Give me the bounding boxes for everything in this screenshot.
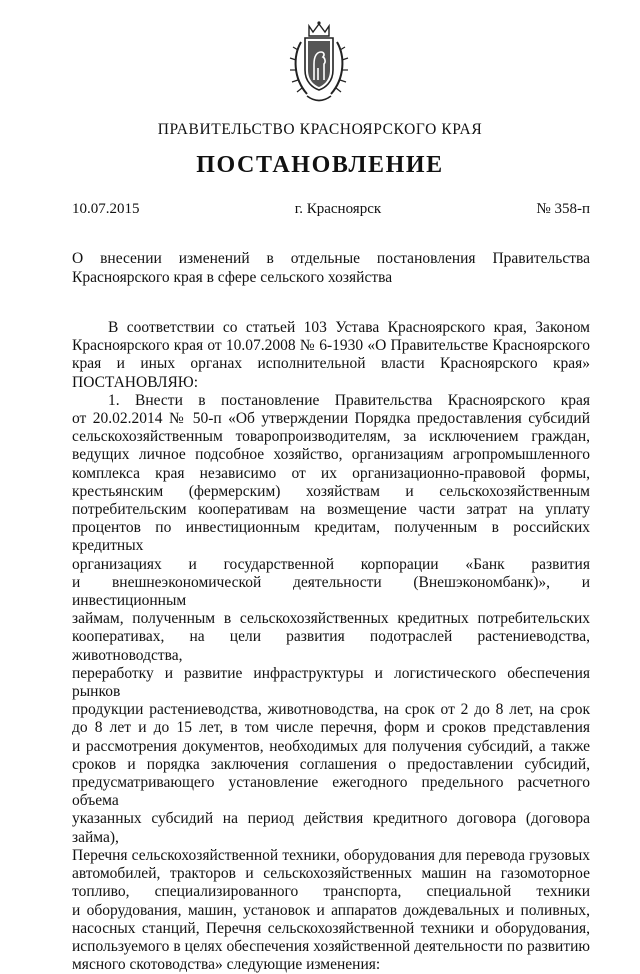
body-line: топливо, специализированного транспорта, специальной техники	[72, 883, 590, 901]
body-line: указанных субсидий на период действия кредитного договора (договора займа),	[72, 810, 590, 846]
document-body	[72, 319, 590, 974]
body-line: процентов по инвестиционным кредитам, полученным в российских кредитных	[72, 519, 590, 555]
body-line: предусматривающего установление ежегодного предельного расчетного объема	[72, 774, 590, 810]
body-line: организациях и государственной корпорации «Банк развития	[72, 555, 590, 573]
document-title: ПОСТАНОВЛЕНИЕ	[196, 152, 444, 178]
body-line: от 20.02.2014 № 50-п «Об утверждении Порядка предоставления субсидий	[72, 410, 590, 428]
subject-line: Красноярского края в сфере сельского хозяйства	[72, 269, 393, 286]
body-line: продукции растениеводства, животноводства, на срок от 2 до 8 лет, на срок	[72, 701, 590, 719]
body-line: Красноярского края от 10.07.2008 № 6-1930 «О Правительстве Красноярского	[72, 337, 590, 355]
government-name: ПРАВИТЕЛЬСТВО КРАСНОЯРСКОГО КРАЯ	[157, 121, 483, 138]
document-meta	[72, 201, 590, 218]
body-line: ПОСТАНОВЛЯЮ:	[72, 373, 199, 391]
body-line: кооперативах, на цели развития подотраслей растениеводства, животноводства,	[72, 628, 590, 664]
body-line: края и иных органах исполнительной власти Красноярского края»	[72, 355, 590, 373]
body-line: мясного скотоводства» следующие изменения:	[72, 956, 381, 974]
coat-of-arms-emblem	[287, 20, 351, 104]
document-subject	[72, 249, 590, 287]
body-line: насосных станций, Перечня сельскохозяйственной техники и оборудования,	[72, 919, 590, 937]
body-line: до 8 лет и до 15 лет, в том числе перечня, форм и сроков представления	[72, 719, 590, 737]
body-line: переработку и развитие инфраструктуры и логистического обеспечения рынков	[72, 664, 590, 701]
body-line: сроков и порядка заключения соглашения о предоставлении субсидий,	[72, 755, 590, 773]
body-line: Перечня сельскохозяйственной техники, оборудования для перевода грузовых	[72, 846, 590, 864]
body-line: 1. Внести в постановление Правительства Красноярского края	[108, 391, 590, 409]
body-line: потребительским кооперативам на возмещение части затрат на уплату	[72, 501, 590, 519]
body-line: крестьянским (фермерским) хозяйствам и сельскохозяйственным	[72, 482, 590, 500]
subject-line: О внесении изменений в отдельные постановления Правительства	[72, 250, 590, 267]
body-line: комплекса края независимо от их организационно-правовой формы,	[72, 464, 590, 482]
body-line: и рассмотрения документов, необходимых для получения субсидий, а также	[72, 737, 590, 755]
document-number: № 358-п	[536, 201, 590, 217]
document-date: 10.07.2015	[72, 201, 140, 217]
body-line: используемого в целях обеспечения хозяйственной деятельности по развитию	[72, 937, 590, 955]
body-line: ведущих личное подсобное хозяйство, организациям агропромышленного	[72, 446, 590, 464]
body-line: автомобилей, тракторов и сельскохозяйственных машин на газомоторное	[72, 865, 590, 883]
body-line: В соответствии со статьей 103 Устава Красноярского края, Законом	[108, 319, 590, 336]
body-line: сельскохозяйственным товаропроизводителям, за исключением граждан,	[72, 428, 590, 446]
body-line: и внешнеэкономической деятельности (Внешэкономбанк)», и инвестиционным	[72, 573, 590, 610]
body-line: и оборудования, машин, установок и аппаратов дождевальных и поливных,	[72, 901, 590, 919]
body-line: займам, полученным в сельскохозяйственных кредитных потребительских	[72, 610, 590, 628]
document-city: г. Красноярск	[294, 201, 382, 217]
